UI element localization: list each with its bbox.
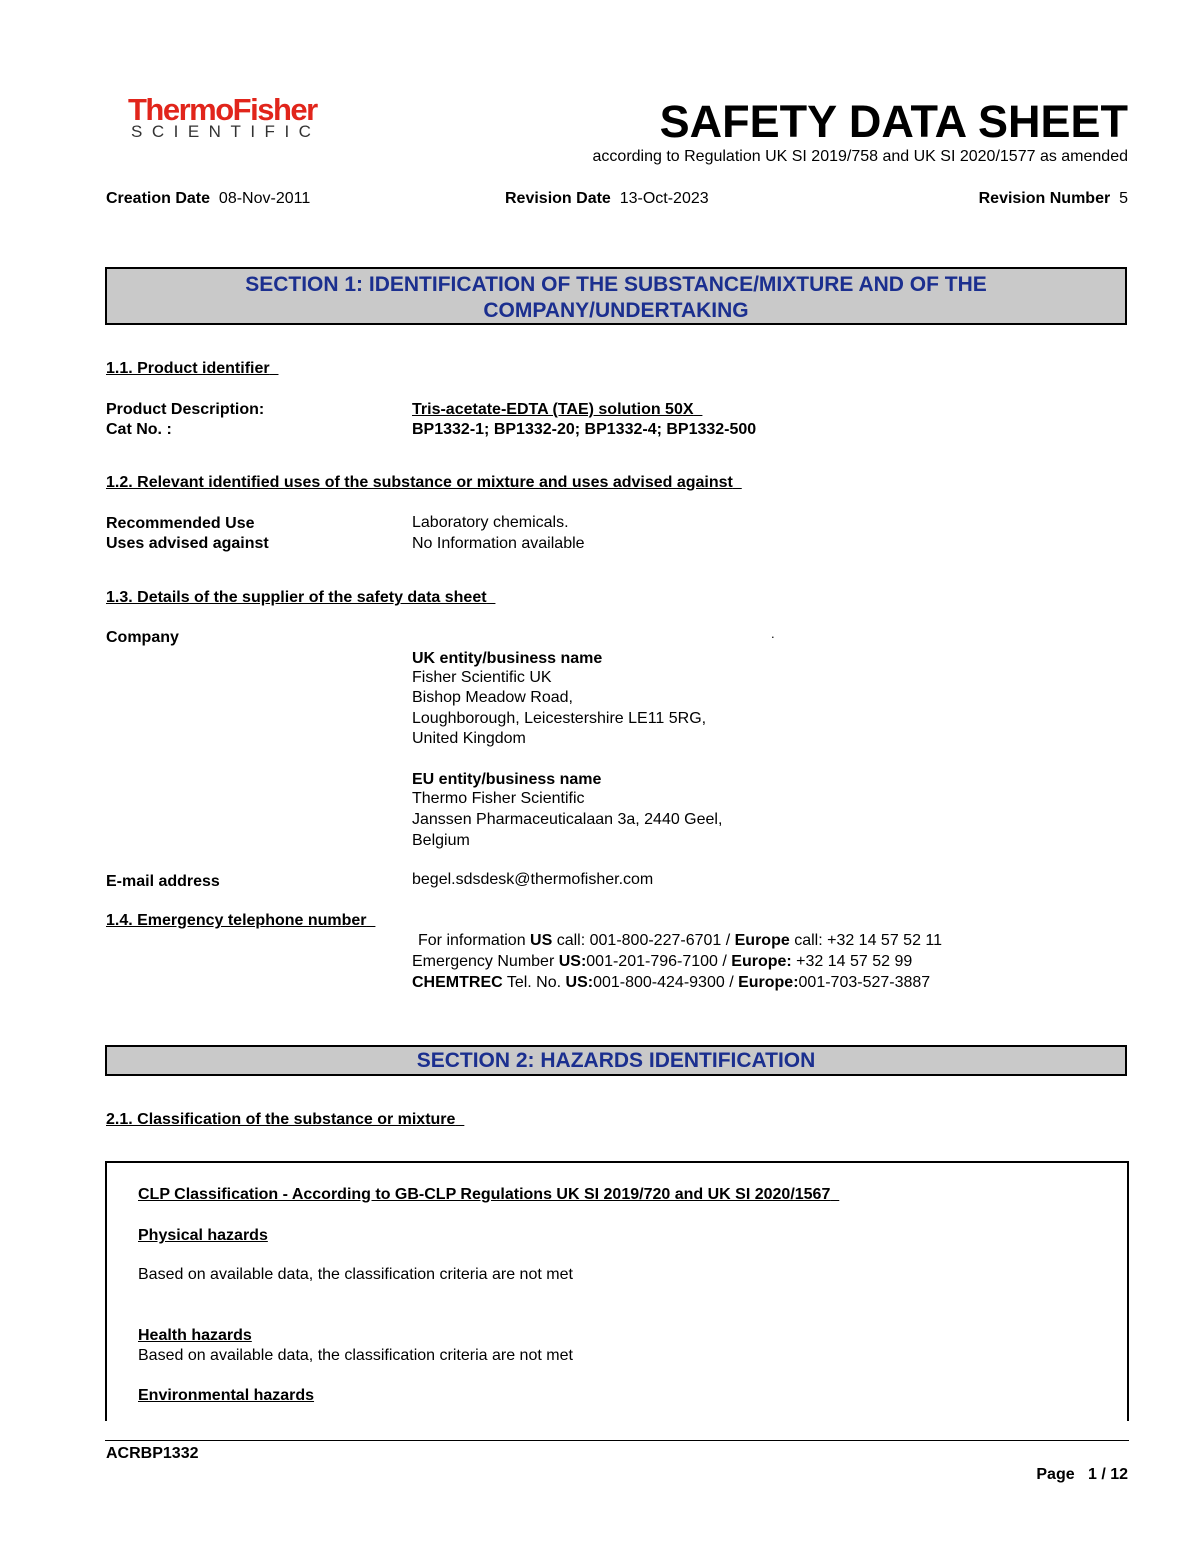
revision-date-value: 13-Oct-2023 xyxy=(619,190,709,207)
revision-number-label: Revision Number xyxy=(978,190,1111,207)
revision-number xyxy=(979,190,1128,208)
creation-date-label: Creation Date xyxy=(106,190,211,207)
revision-date-label: Revision Date xyxy=(505,190,611,207)
heading-1-1: 1.1. Product identifier xyxy=(106,360,270,377)
thermofisher-logo: ThermoFisher xyxy=(128,92,317,127)
cat-no-value: BP1332-1; BP1332-20; BP1332-4; BP1332-500 xyxy=(412,421,757,438)
clp-heading: CLP Classification - According to GB-CLP Regulations UK SI 2019/720 and UK SI 2020/1567 xyxy=(138,1186,831,1203)
section-2-header xyxy=(105,1045,1127,1076)
eu-address-line: Janssen Pharmaceuticalaan 3a, 2440 Geel, xyxy=(412,811,723,828)
creation-date xyxy=(106,190,310,208)
heading-1-2: 1.2. Relevant identified uses of the substance or mixture and uses advised against xyxy=(106,474,733,491)
company-dot: . xyxy=(771,626,775,641)
section-2-title: SECTION 2: HAZARDS IDENTIFICATION xyxy=(416,1049,816,1072)
document-subtitle: according to Regulation UK SI 2019/758 and UK SI 2020/1577 as amended xyxy=(592,148,1128,165)
uses-advised-against-label: Uses advised against xyxy=(106,535,269,552)
section-1-header xyxy=(105,267,1127,325)
product-description-label: Product Description: xyxy=(106,401,265,418)
eu-entity-label: EU entity/business name xyxy=(412,771,602,788)
section-1-title-line1: SECTION 1: IDENTIFICATION OF THE SUBSTANCE/MIXTURE AND OF THE xyxy=(245,273,987,296)
health-hazards-text: Based on available data, the classification criteria are not met xyxy=(138,1347,573,1364)
cat-no-label: Cat No. : xyxy=(106,421,172,438)
company-label: Company xyxy=(106,629,179,646)
emergency-line-3: CHEMTREC Tel. No. US:001-800-424-9300 / Europe:001-703-527-3887 xyxy=(412,974,931,991)
eu-address-line: Thermo Fisher Scientific xyxy=(412,790,585,807)
uk-address-line: Loughborough, Leicestershire LE11 5RG, xyxy=(412,710,707,727)
heading-1-4: 1.4. Emergency telephone number xyxy=(106,912,367,929)
recommended-use-label: Recommended Use xyxy=(106,515,255,532)
emergency-line-1: For information US call: 001-800-227-6701 / Europe call: +32 14 57 52 11 xyxy=(418,932,943,949)
physical-hazards-heading: Physical hazards xyxy=(138,1227,268,1244)
uk-address-line: Fisher Scientific UK xyxy=(412,669,552,686)
revision-number-value: 5 xyxy=(1119,190,1128,207)
page-number: Page 1 / 12 xyxy=(1036,1466,1128,1483)
section-1-title-line2: COMPANY/UNDERTAKING xyxy=(483,299,749,322)
email-label: E-mail address xyxy=(106,873,220,890)
product-description-value: Tris-acetate-EDTA (TAE) solution 50X xyxy=(412,401,694,418)
recommended-use-value: Laboratory chemicals. xyxy=(412,514,569,531)
uk-address-line: United Kingdom xyxy=(412,730,526,747)
uk-address-line: Bishop Meadow Road, xyxy=(412,689,573,706)
revision-date xyxy=(505,190,709,208)
document-title: SAFETY DATA SHEET xyxy=(659,96,1128,147)
health-hazards-heading: Health hazards xyxy=(138,1327,252,1344)
footer-divider xyxy=(105,1440,1129,1441)
emergency-line-2: Emergency Number US:001-201-796-7100 / Europe: +32 14 57 52 99 xyxy=(412,953,913,970)
logo-subtitle: SCIENTIFIC xyxy=(131,122,321,141)
uk-entity-label: UK entity/business name xyxy=(412,650,603,667)
heading-2-1: 2.1. Classification of the substance or mixture xyxy=(106,1111,456,1128)
footer-code: ACRBP1332 xyxy=(106,1445,199,1462)
creation-date-value: 08-Nov-2011 xyxy=(218,190,311,207)
physical-hazards-text: Based on available data, the classification criteria are not met xyxy=(138,1266,573,1283)
uses-advised-against-value: No Information available xyxy=(412,535,585,552)
eu-address-line: Belgium xyxy=(412,832,470,849)
environmental-hazards-heading: Environmental hazards xyxy=(138,1387,315,1404)
heading-1-3: 1.3. Details of the supplier of the safety data sheet xyxy=(106,589,487,606)
email-value[interactable]: begel.sdsdesk@thermofisher.com xyxy=(412,871,654,888)
